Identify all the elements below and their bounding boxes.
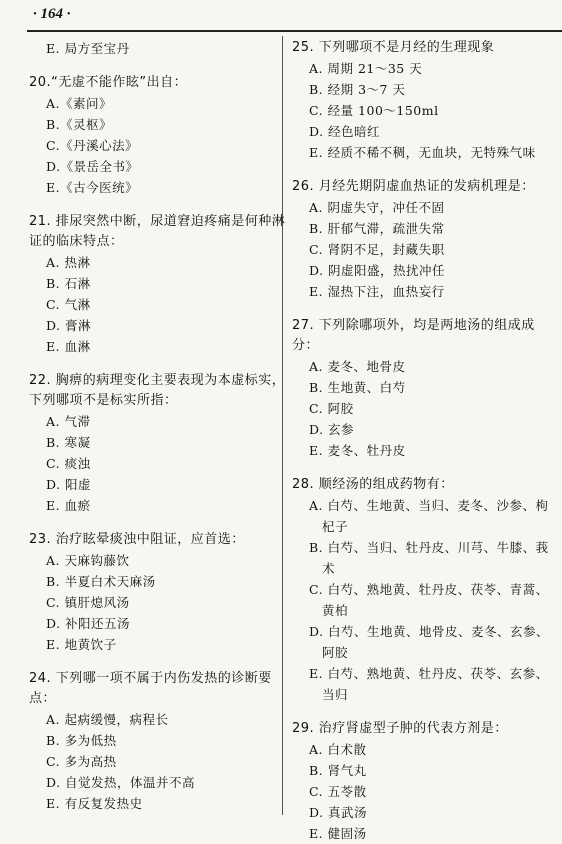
option: B. 白芍、当归、牡丹皮、川芎、牛膝、莪术: [309, 540, 549, 576]
question-28: [292, 475, 554, 705]
option: E. 健固汤: [309, 826, 367, 841]
page-header: [0, 0, 562, 36]
option: B.《灵枢》: [46, 117, 113, 132]
question-21: [29, 212, 291, 357]
option-list: [292, 356, 554, 461]
option-list: [29, 550, 291, 655]
question-24: [29, 669, 291, 814]
option: D. 自觉发热，体温并不高: [46, 775, 196, 790]
option: C. 肾阴不足，封藏失职: [309, 242, 445, 257]
option: B. 多为低热: [46, 733, 117, 748]
option: B. 寒凝: [46, 435, 91, 450]
option: B. 经期 3～7 天: [309, 82, 406, 97]
question-20: [29, 73, 291, 198]
question-25: [292, 38, 554, 163]
option: A. 白术散: [309, 742, 367, 757]
question-27: [292, 316, 554, 461]
option: A. 气滞: [46, 414, 91, 429]
option: C. 多为高热: [46, 754, 117, 769]
option: D. 真武汤: [309, 805, 368, 820]
option: B. 石淋: [46, 276, 91, 291]
lead-options: [29, 38, 291, 59]
option-list: [292, 197, 554, 302]
option: D. 补阳还五汤: [46, 616, 131, 631]
option: D. 膏淋: [46, 318, 92, 333]
option: E. 局方至宝丹: [46, 41, 130, 56]
question-stem: 22. 胸痹的病理变化主要表现为本虚标实，下列哪项不是标实所指：: [29, 373, 286, 408]
option: E. 血淋: [46, 339, 91, 354]
option: A. 热淋: [46, 255, 91, 270]
option: C. 白芍、熟地黄、牡丹皮、茯苓、青蒿、黄柏: [309, 582, 549, 618]
question-stem: 26. 月经先期阴虚血热证的发病机理是：: [292, 179, 535, 194]
question-stem: 20.“无虚不能作眩”出自：: [29, 75, 188, 90]
option: E. 湿热下注，血热妄行: [309, 284, 445, 299]
option: E. 血瘀: [46, 498, 91, 513]
option-list: [29, 93, 291, 198]
header-rule: [27, 30, 562, 32]
option: D. 阳虚: [46, 477, 92, 492]
option: D. 经色暗红: [309, 124, 381, 139]
option: E. 麦冬、牡丹皮: [309, 443, 406, 458]
question-stem: 28. 顺经汤的组成药物有：: [292, 477, 454, 492]
question-stem: 29. 治疗肾虚型子肿的代表方剂是：: [292, 721, 508, 736]
page-number: · 164 ·: [33, 6, 71, 22]
option: E.《古今医统》: [46, 180, 139, 195]
question-26: [292, 177, 554, 302]
option: B. 肝郁气滞，疏泄失常: [309, 221, 445, 236]
option-list: [292, 495, 554, 705]
option: E. 白芍、熟地黄、牡丹皮、茯苓、玄参、当归: [309, 666, 549, 702]
option: C. 经量 100～150ml: [309, 103, 439, 118]
option: D. 白芍、生地黄、地骨皮、麦冬、玄参、阿胶: [309, 624, 550, 660]
option: B. 肾气丸: [309, 763, 367, 778]
option: A. 白芍、生地黄、当归、麦冬、沙参、枸杞子: [309, 498, 549, 534]
option-list: [29, 411, 291, 516]
option: E. 经质不稀不稠，无血块，无特殊气味: [309, 145, 536, 160]
option: C.《丹溪心法》: [46, 138, 139, 153]
question-stem: 23. 治疗眩晕痰浊中阻证，应首选：: [29, 532, 245, 547]
option-list: [292, 58, 554, 163]
option: C. 阿胶: [309, 401, 354, 416]
option: B. 半夏白术天麻汤: [46, 574, 156, 589]
question-23: [29, 530, 291, 655]
question-22: [29, 371, 291, 516]
option: A.《素问》: [46, 96, 113, 111]
question-stem: 24. 下列哪一项不属于内伤发热的诊断要点：: [29, 671, 272, 706]
left-column: [29, 38, 291, 814]
option: D. 玄参: [309, 422, 355, 437]
option: A. 天麻钩藤饮: [46, 553, 130, 568]
option: A. 周期 21～35 天: [309, 61, 423, 76]
option: C. 痰浊: [46, 456, 91, 471]
question-29: [292, 719, 554, 844]
right-column: [292, 38, 554, 844]
option: A. 起病缓慢，病程长: [46, 712, 169, 727]
option: A. 阴虚失守，冲任不固: [309, 200, 445, 215]
option: D. 阴虚阳盛，热扰冲任: [309, 263, 446, 278]
option: C. 五苓散: [309, 784, 367, 799]
option-list: [29, 709, 291, 814]
option-list: [292, 739, 554, 844]
option: C. 气淋: [46, 297, 91, 312]
question-stem: 21. 排尿突然中断，尿道窘迫疼痛是何种淋证的临床特点：: [29, 214, 286, 249]
option: E. 有反复发热史: [46, 796, 143, 811]
option: D.《景岳全书》: [46, 159, 139, 174]
question-stem: 25. 下列哪项不是月经的生理现象: [292, 40, 495, 55]
option: E. 地黄饮子: [46, 637, 117, 652]
option: C. 镇肝熄风汤: [46, 595, 130, 610]
option-list: [29, 252, 291, 357]
question-stem: 27. 下列除哪项外，均是两地汤的组成成分：: [292, 318, 535, 353]
option: B. 生地黄、白芍: [309, 380, 406, 395]
option: A. 麦冬、地骨皮: [309, 359, 406, 374]
